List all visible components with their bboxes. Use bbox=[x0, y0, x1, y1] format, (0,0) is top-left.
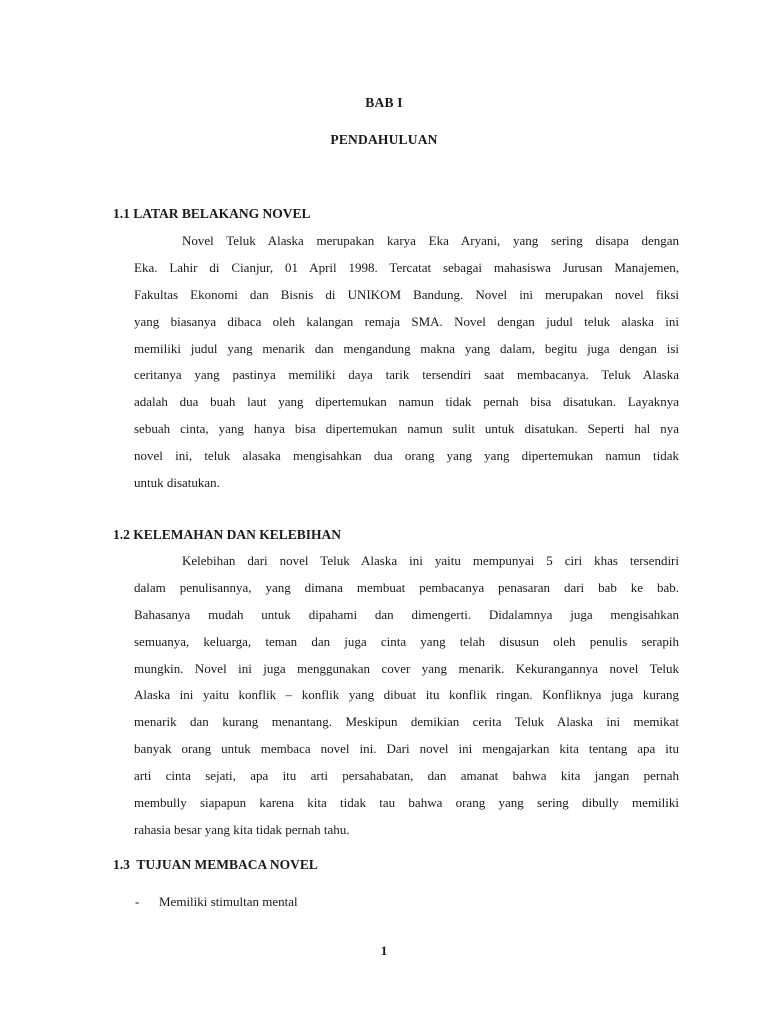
bullet-text: Memiliki stimultan mental bbox=[159, 894, 298, 909]
paragraph-line: membully siapapun karena kita tidak tau bahwa orang yang sering dibully memiliki bbox=[134, 795, 679, 811]
paragraph-line: ceritanya yang pastinya memiliki daya tarik tersendiri saat membacanya. Teluk Alaska bbox=[134, 367, 679, 383]
section-1-1-paragraph bbox=[134, 228, 679, 497]
paragraph-line: Bahasanya mudah untuk dipahami dan dimengerti. Didalamnya juga mengisahkan bbox=[134, 606, 679, 622]
paragraph-line: Alaska ini yaitu konflik – konflik yang dibuat itu konflik ringan. Konfliknya juga kurang bbox=[134, 687, 679, 703]
bullet-marker: - bbox=[135, 894, 140, 909]
paragraph-line: adalah dua buah laut yang dipertemukan namun tidak pernah bisa disatukan. Layaknya bbox=[134, 394, 679, 410]
paragraph-line: semuanya, keluarga, teman dan juga cinta yang telah disusun oleh penulis serapih bbox=[134, 633, 679, 649]
paragraph-line: mungkin. Novel ini juga menggunakan cover yang menarik. Kekurangannya novel Teluk bbox=[134, 660, 679, 676]
paragraph-line: sebuah cinta, yang hanya bisa dipertemukan namun sulit untuk disatukan. Seperti hal nya bbox=[134, 421, 679, 437]
chapter-title: PENDAHULUAN bbox=[330, 132, 438, 147]
paragraph-line: yang biasanya dibaca oleh kalangan remaja SMA. Novel dengan judul teluk alaska ini bbox=[134, 313, 679, 329]
paragraph-line: menarik dan kurang menantang. Meskipun demikian cerita Teluk Alaska ini memikat bbox=[134, 714, 679, 730]
paragraph-line: dalam penulisannya, yang dimana membuat pembacanya penasaran dari bab ke bab. bbox=[134, 579, 679, 595]
section-heading-1-2: 1.2 KELEMAHAN DAN KELEBIHAN bbox=[113, 527, 342, 542]
chapter-label: BAB I bbox=[365, 95, 403, 110]
paragraph-line: Novel Teluk Alaska merupakan karya Eka Aryani, yang sering disapa dengan bbox=[182, 233, 679, 248]
paragraph-line: Fakultas Ekonomi dan Bisnis di UNIKOM Bandung. Novel ini merupakan novel fiksi bbox=[134, 286, 679, 302]
paragraph-line: Eka. Lahir di Cianjur, 01 April 1998. Tercatat sebagai mahasiswa Jurusan Manajemen, bbox=[134, 259, 679, 275]
paragraph-line: novel ini, teluk alasaka mengisahkan dua orang yang yang dipertemukan namun tidak bbox=[134, 448, 679, 464]
paragraph-line: arti cinta sejati, apa itu arti persahabatan, dan amanat bahwa kita jangan pernah bbox=[134, 768, 679, 784]
section-1-2-paragraph bbox=[134, 548, 679, 844]
paragraph-line: rahasia besar yang kita tidak pernah tahu. bbox=[134, 821, 350, 837]
page-number: 1 bbox=[380, 943, 388, 958]
paragraph-line: memiliki judul yang menarik dan mengandung makna yang dalam, begitu juga dengan isi bbox=[134, 340, 679, 356]
section-heading-1-3: 1.3 TUJUAN MEMBACA NOVEL bbox=[113, 857, 318, 872]
paragraph-line: banyak orang untuk membaca novel ini. Dari novel ini mengajarkan kita tentang apa itu bbox=[134, 741, 679, 757]
section-heading-1-1: 1.1 LATAR BELAKANG NOVEL bbox=[113, 206, 311, 221]
paragraph-line: untuk disatukan. bbox=[134, 475, 220, 491]
paragraph-line: Kelebihan dari novel Teluk Alaska ini yaitu mempunyai 5 ciri khas tersendiri bbox=[182, 553, 679, 568]
